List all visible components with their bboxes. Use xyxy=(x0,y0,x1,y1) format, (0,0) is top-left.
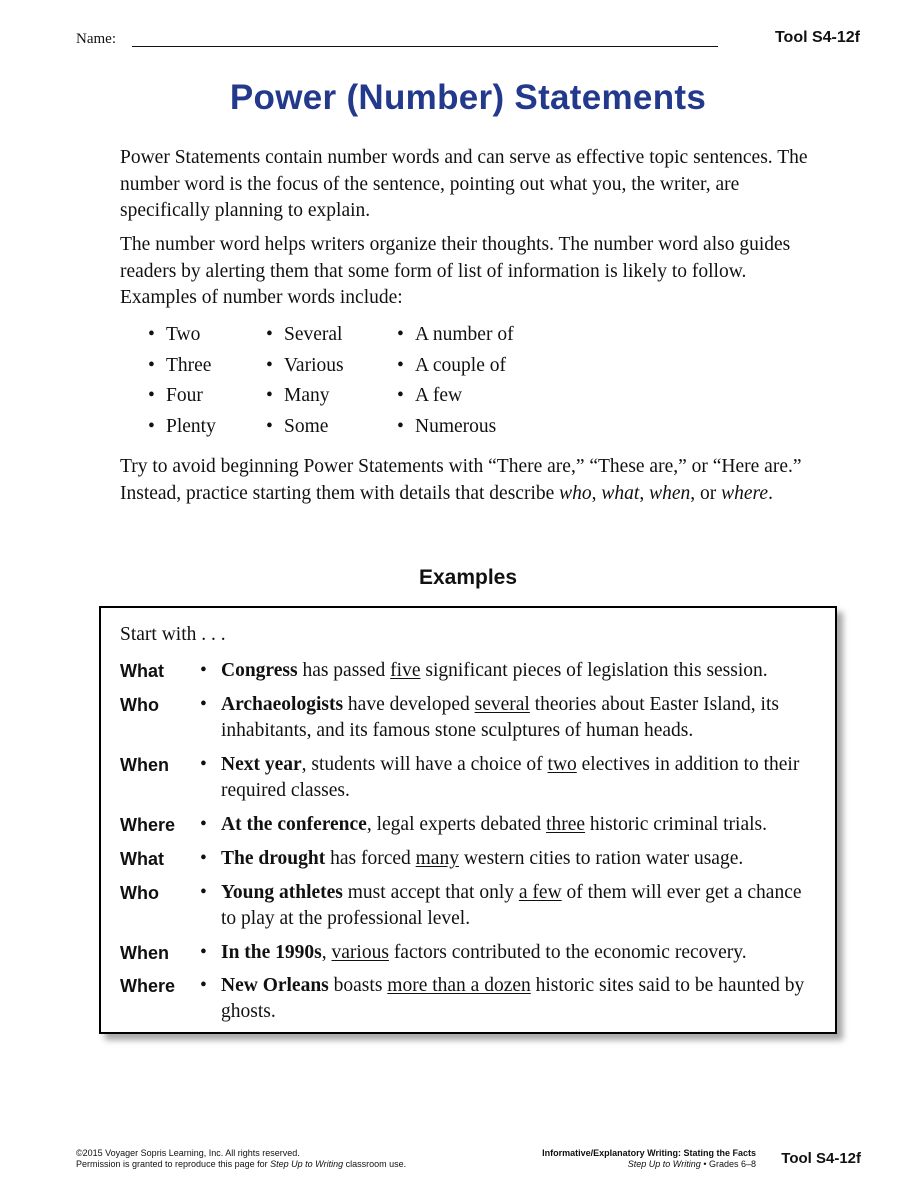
subject-phrase: Congress xyxy=(221,660,298,681)
bullet-icon: • xyxy=(397,385,404,407)
number-words-column-2 xyxy=(266,320,344,443)
sentence-text: , legal experts debated xyxy=(366,814,547,835)
emphasis-when: when xyxy=(649,482,691,504)
number-word: Three xyxy=(166,354,212,376)
number-word: Many xyxy=(284,385,330,407)
list-item xyxy=(397,381,514,412)
emphasis-what: what xyxy=(601,482,640,504)
example-label: What xyxy=(120,661,164,681)
examples-box xyxy=(99,606,837,1034)
bullet-icon: • xyxy=(148,385,155,407)
bullet-icon: • xyxy=(148,324,155,345)
bullet-icon: • xyxy=(266,324,273,345)
subject-phrase: Next year xyxy=(221,754,302,775)
number-word-underlined: various xyxy=(331,942,389,963)
number-word-underlined: three xyxy=(546,814,586,835)
bullet-icon: • xyxy=(397,416,404,438)
sentence-text: , xyxy=(321,942,332,963)
sentence-text: electives in addition to their required classes. xyxy=(221,754,800,801)
bullet-icon: • xyxy=(200,848,207,869)
start-with-label: Start with . . . xyxy=(120,624,226,645)
sentence-text: significant pieces of legislation this session. xyxy=(420,660,768,681)
list-item xyxy=(148,381,216,412)
bullet-icon: • xyxy=(200,942,207,963)
permission-title: Step Up to Writing xyxy=(270,1159,344,1169)
list-item xyxy=(397,320,514,351)
bullet-icon: • xyxy=(200,975,207,996)
permission-pre: Permission is granted to reproduce this page for xyxy=(76,1159,271,1169)
copyright-text: ©2015 Voyager Sopris Learning, Inc. All rights reserved. xyxy=(76,1148,300,1158)
sentence-text: have developed xyxy=(343,694,475,715)
number-word-underlined: several xyxy=(474,694,530,715)
number-word: Four xyxy=(166,385,203,407)
footer-copyright xyxy=(76,1148,406,1170)
number-word-underlined: a few xyxy=(518,882,562,903)
number-word-underlined: five xyxy=(390,660,421,681)
bullet-icon: • xyxy=(266,385,273,407)
name-label: Name: xyxy=(76,31,116,47)
list-item xyxy=(266,381,344,412)
number-word: Some xyxy=(284,416,329,438)
bullet-icon: • xyxy=(266,354,273,376)
example-sentence xyxy=(221,752,821,804)
example-label: Where xyxy=(120,815,176,835)
sentence-text: must accept that only xyxy=(342,882,519,903)
separator: , xyxy=(591,482,602,504)
example-sentence xyxy=(221,940,821,966)
sentence-text: has forced xyxy=(325,848,416,869)
number-word: Two xyxy=(166,324,201,345)
examples-heading: Examples xyxy=(418,566,518,589)
series-grades xyxy=(542,1159,756,1170)
permission-post: classroom use. xyxy=(343,1159,407,1169)
number-word-underlined: more than a dozen xyxy=(387,975,531,996)
bullet-icon: • xyxy=(397,354,404,376)
subject-phrase: Young athletes xyxy=(221,882,343,903)
sentence-text: has passed xyxy=(297,660,391,681)
emphasis-where: where xyxy=(721,482,769,504)
grades: • Grades 6–8 xyxy=(700,1159,756,1169)
permission-text xyxy=(76,1159,406,1170)
advice-paragraph xyxy=(120,454,820,507)
bullet-icon: • xyxy=(200,660,207,681)
subject-phrase: The drought xyxy=(221,848,326,869)
page-title: Power (Number) Statements xyxy=(229,78,707,117)
bullet-icon: • xyxy=(200,754,207,775)
bullet-icon: • xyxy=(200,882,207,903)
number-word-underlined: many xyxy=(415,848,459,869)
series-title: Step Up to Writing xyxy=(627,1159,701,1169)
bullet-icon: • xyxy=(200,694,207,715)
advice-text: Try to avoid beginning Power Statements with “There are,” “These are,” or “Here are.” Instead, practice starting them with details that describe xyxy=(120,456,802,504)
example-sentence xyxy=(221,812,821,838)
list-item xyxy=(266,412,344,443)
bullet-icon: • xyxy=(266,416,273,438)
number-word: A number of xyxy=(415,324,514,345)
sentence-text: boasts xyxy=(328,975,388,996)
number-word: Several xyxy=(284,324,343,345)
example-sentence xyxy=(221,846,821,872)
subject-phrase: At the conference xyxy=(221,814,367,835)
example-label: When xyxy=(120,755,169,775)
example-label: Who xyxy=(120,883,159,903)
sentence-text: historic criminal trials. xyxy=(585,814,768,835)
list-item xyxy=(266,351,344,382)
intro-paragraph-2: The number word helps writers organize their thoughts. The number word also guides readers by alerting them that some form of list of information is likely to follow. Examples of number words include: xyxy=(120,234,791,308)
separator: . xyxy=(768,482,773,504)
tool-id-top: Tool S4-12f xyxy=(774,29,860,46)
tool-id-bottom: Tool S4-12f xyxy=(781,1150,861,1167)
example-label: Where xyxy=(120,976,176,996)
sentence-text: factors contributed to the economic recovery. xyxy=(388,942,747,963)
example-sentence xyxy=(221,658,821,684)
name-field-line[interactable] xyxy=(132,46,718,47)
example-label: When xyxy=(120,943,169,963)
list-item xyxy=(148,320,216,351)
list-item xyxy=(397,351,514,382)
number-word: A couple of xyxy=(415,354,506,376)
bullet-icon: • xyxy=(148,354,155,376)
number-words-column-1 xyxy=(148,320,216,443)
list-item xyxy=(148,412,216,443)
bullet-icon: • xyxy=(148,416,155,438)
sentence-text: , students will have a choice of xyxy=(301,754,548,775)
sentence-text: historic sites said to be haunted by ghosts. xyxy=(221,975,805,1022)
bullet-icon: • xyxy=(200,814,207,835)
number-word: Numerous xyxy=(415,416,497,438)
subject-phrase: In the 1990s xyxy=(221,942,322,963)
example-sentence xyxy=(221,973,821,1025)
number-word-underlined: two xyxy=(547,754,577,775)
book-title: Informative/Explanatory Writing: Stating the Facts xyxy=(542,1148,756,1158)
list-item xyxy=(397,412,514,443)
bullet-icon: • xyxy=(397,324,404,345)
number-word: Plenty xyxy=(166,416,216,438)
sentence-text: western cities to ration water usage. xyxy=(458,848,744,869)
page-header xyxy=(76,29,862,51)
separator: , or xyxy=(690,482,722,504)
example-label: What xyxy=(120,849,164,869)
list-item xyxy=(266,320,344,351)
number-word: A few xyxy=(415,385,463,407)
number-words-column-3 xyxy=(397,320,514,443)
example-label: Who xyxy=(120,695,159,715)
subject-phrase: Archaeologists xyxy=(221,694,344,715)
subject-phrase: New Orleans xyxy=(221,975,329,996)
example-sentence xyxy=(221,880,821,932)
intro-paragraph-1: Power Statements contain number words and can serve as effective topic sentences. The number word is the focus of the sentence, pointing out what you, the writer, are specifically planning to explain. xyxy=(120,147,808,221)
number-word: Various xyxy=(284,354,344,376)
example-sentence xyxy=(221,692,821,744)
sentence-text: theories about Easter Island, its inhabitants, and its famous stone sculptures of human heads. xyxy=(221,694,779,741)
footer-book-info xyxy=(542,1148,756,1170)
separator: , xyxy=(639,482,650,504)
list-item xyxy=(148,351,216,382)
emphasis-who: who xyxy=(559,482,592,504)
sentence-text: of them will ever get a chance to play at the professional level. xyxy=(221,882,802,929)
